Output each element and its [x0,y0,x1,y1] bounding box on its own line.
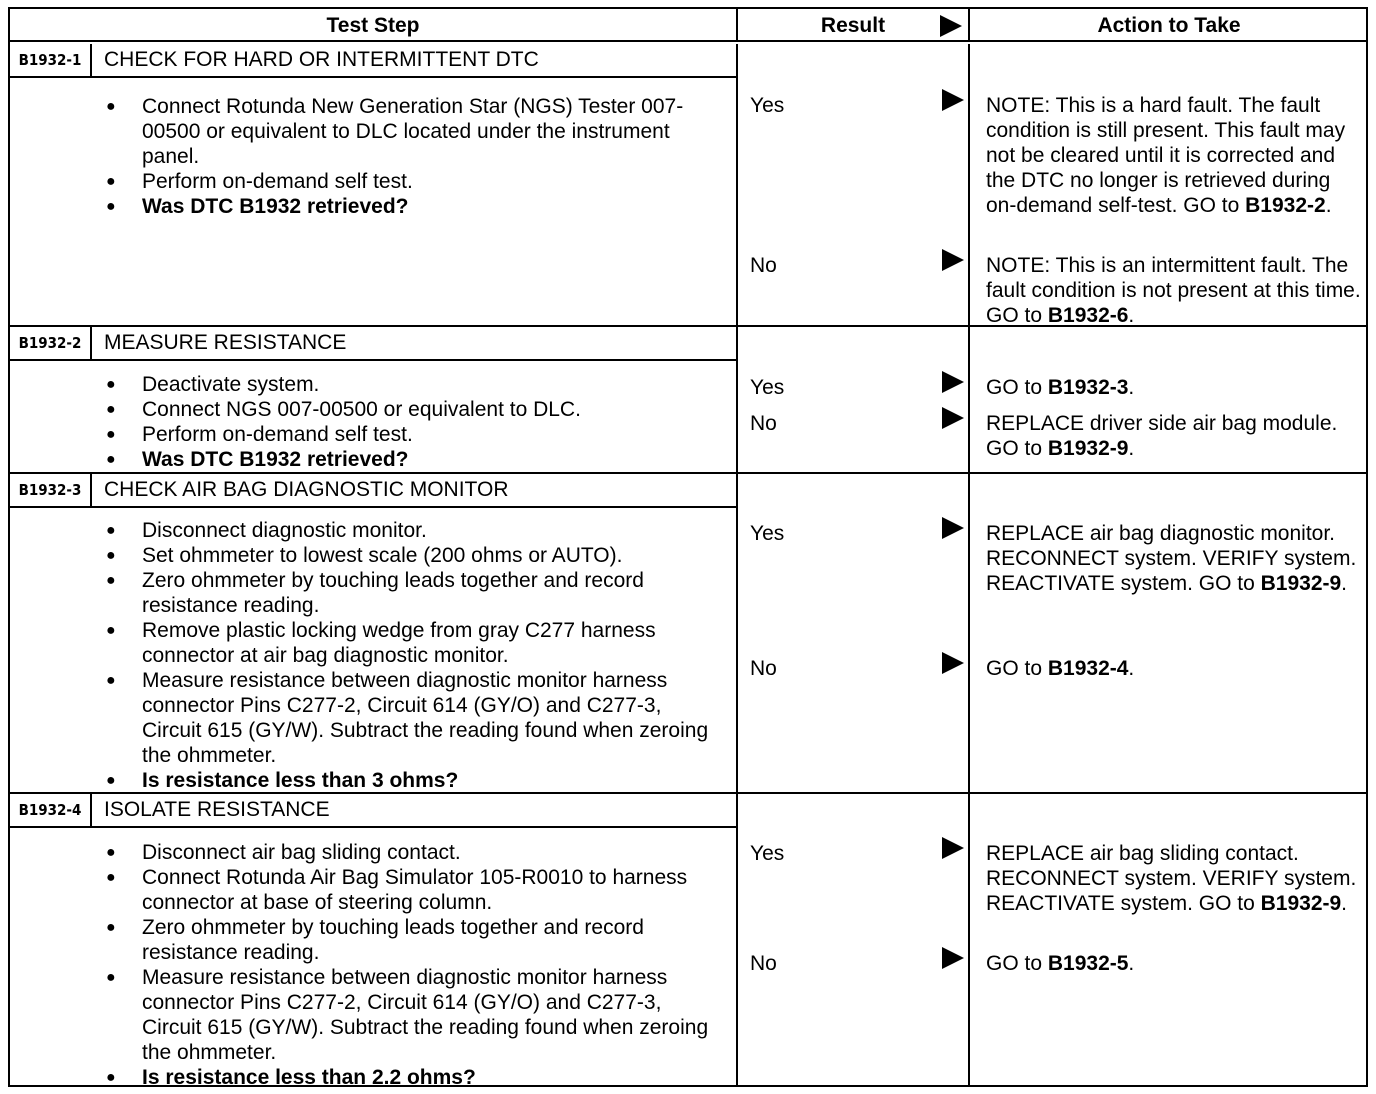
action-yes [986,375,1362,400]
result-cell [738,327,970,472]
arrow-right-icon [942,837,964,859]
step-b1932-1 [10,44,1368,327]
arrow-right-icon [942,371,964,393]
action-text: GO to [986,376,1048,399]
arrow-right-icon [940,15,962,37]
instruction-item: ● Disconnect air bag sliding contact. [10,840,738,865]
step-header [10,327,738,361]
goto-step-link[interactable]: B1932-6 [1047,304,1129,327]
action-text: GO to [986,952,1048,975]
result-yes: Yes [750,94,785,117]
instruction-item: ● Connect Rotunda New Generation Star (NGS) Tester 007-00500 or equivalent to DLC located under the instrument panel. [10,94,738,169]
instruction-question: ● Was DTC B1932 retrieved? [10,447,738,472]
action-text: REPLACE driver side air bag module. GO to [986,412,1338,460]
arrow-right-icon [942,407,964,429]
result-no: No [750,254,777,277]
action-end: . [1341,892,1348,915]
goto-step-link[interactable]: B1932-9 [1047,437,1129,460]
instruction-item: ● Connect NGS 007-00500 or equivalent to DLC. [10,397,738,422]
instruction-item: ● Disconnect diagnostic monitor. [10,518,738,543]
instruction-item: ● Measure resistance between diagnostic monitor harness connector Pins C277-2, Circuit 614 (GY/O) and C277-3, Circuit 615 (GY/W). Subtract the reading found when zeroing the ohmmeter. [10,965,738,1065]
result-no: No [750,412,777,435]
action-text: NOTE: This is an intermittent fault. The fault condition is not present at this time. GO to [986,254,1361,327]
result-cell [738,44,970,325]
instruction-item: ● Connect Rotunda Air Bag Simulator 105-R0010 to harness connector at base of steering column. [10,865,738,915]
result-no: No [750,657,777,680]
arrow-right-icon [942,249,964,271]
step-instructions [10,518,738,793]
action-text: REPLACE air bag sliding contact. RECONNECT system. VERIFY system. REACTIVATE system. GO to [986,842,1357,915]
step-id: B1932-4 [10,794,92,826]
goto-step-link[interactable]: B1932-2 [1245,194,1326,217]
action-no [986,656,1362,681]
step-id: B1932-3 [10,474,92,506]
goto-step-link[interactable]: B1932-4 [1047,657,1129,680]
result-cell [738,474,970,792]
action-text: REPLACE air bag diagnostic monitor. RECONNECT system. VERIFY system. REACTIVATE system. GO to [986,522,1357,595]
step-title: MEASURE RESISTANCE [104,331,347,354]
action-cell [970,44,1368,325]
step-instructions [10,840,738,1090]
action-cell [970,474,1368,792]
step-instructions [10,372,738,472]
header-result-label: Result [820,14,886,37]
instruction-question: ● Is resistance less than 3 ohms? [10,768,738,793]
result-yes: Yes [750,522,785,545]
step-title: ISOLATE RESISTANCE [104,798,330,821]
action-no [986,411,1362,461]
action-yes [986,841,1362,916]
step-b1932-2 [10,327,1368,474]
instruction-item: ● Perform on-demand self test. [10,169,738,194]
instruction-item: ● Perform on-demand self test. [10,422,738,447]
action-yes [986,93,1362,218]
header-action: Action to Take [970,9,1368,42]
result-no: No [750,952,777,975]
result-cell [738,794,970,1087]
step-header [10,44,738,78]
arrow-right-icon [942,947,964,969]
test-step-cell [10,794,738,1087]
test-step-cell [10,327,738,472]
test-step-cell [10,44,738,325]
result-yes: Yes [750,842,785,865]
instruction-question: ● Was DTC B1932 retrieved? [10,194,738,219]
instruction-item: ● Remove plastic locking wedge from gray C277 harness connector at air bag diagnostic monitor. [10,618,738,668]
arrow-right-icon [942,517,964,539]
header-test-step: Test Step [10,9,738,42]
action-end: . [1128,376,1135,399]
step-b1932-3 [10,474,1368,794]
action-end: . [1128,437,1135,460]
arrow-right-icon [942,652,964,674]
goto-step-link[interactable]: B1932-9 [1260,892,1342,915]
result-yes: Yes [750,376,785,399]
step-title: CHECK AIR BAG DIAGNOSTIC MONITOR [104,478,509,501]
action-end: . [1341,572,1348,595]
header-result [738,9,970,42]
step-header [10,794,738,828]
instruction-item: ● Deactivate system. [10,372,738,397]
action-yes [986,521,1362,596]
goto-step-link[interactable]: B1932-3 [1047,376,1129,399]
step-instructions [10,94,738,219]
test-step-cell [10,474,738,792]
action-no [986,253,1362,328]
step-id: B1932-1 [10,44,92,76]
step-id: B1932-2 [10,327,92,359]
instruction-item: ● Set ohmmeter to lowest scale (200 ohms or AUTO). [10,543,738,568]
step-header [10,474,738,508]
action-end: . [1128,952,1135,975]
instruction-question: ● Is resistance less than 2.2 ohms? [10,1065,738,1090]
action-no [986,951,1362,976]
instruction-item: ● Measure resistance between diagnostic monitor harness connector Pins C277-2, Circuit 614 (GY/O) and C277-3, Circuit 615 (GY/W). Subtract the reading found when zeroing the ohmmeter. [10,668,738,768]
action-text: GO to [986,657,1048,680]
action-cell [970,794,1368,1087]
step-title: CHECK FOR HARD OR INTERMITTENT DTC [104,48,539,71]
goto-step-link[interactable]: B1932-5 [1047,952,1129,975]
goto-step-link[interactable]: B1932-9 [1260,572,1342,595]
arrow-right-icon [942,89,964,111]
diagnostic-table [8,7,1368,1087]
instruction-item: ● Zero ohmmeter by touching leads together and record resistance reading. [10,915,738,965]
action-text: NOTE: This is a hard fault. The fault condition is still present. This fault may not be cleared until it is corrected and the DTC no longer is retrieved during on-demand self-test. GO to [986,94,1346,217]
step-b1932-4 [10,794,1368,1087]
action-end: . [1128,304,1135,327]
action-end: . [1128,657,1135,680]
action-end: . [1325,194,1332,217]
instruction-item: ● Zero ohmmeter by touching leads together and record resistance reading. [10,568,738,618]
action-cell [970,327,1368,472]
